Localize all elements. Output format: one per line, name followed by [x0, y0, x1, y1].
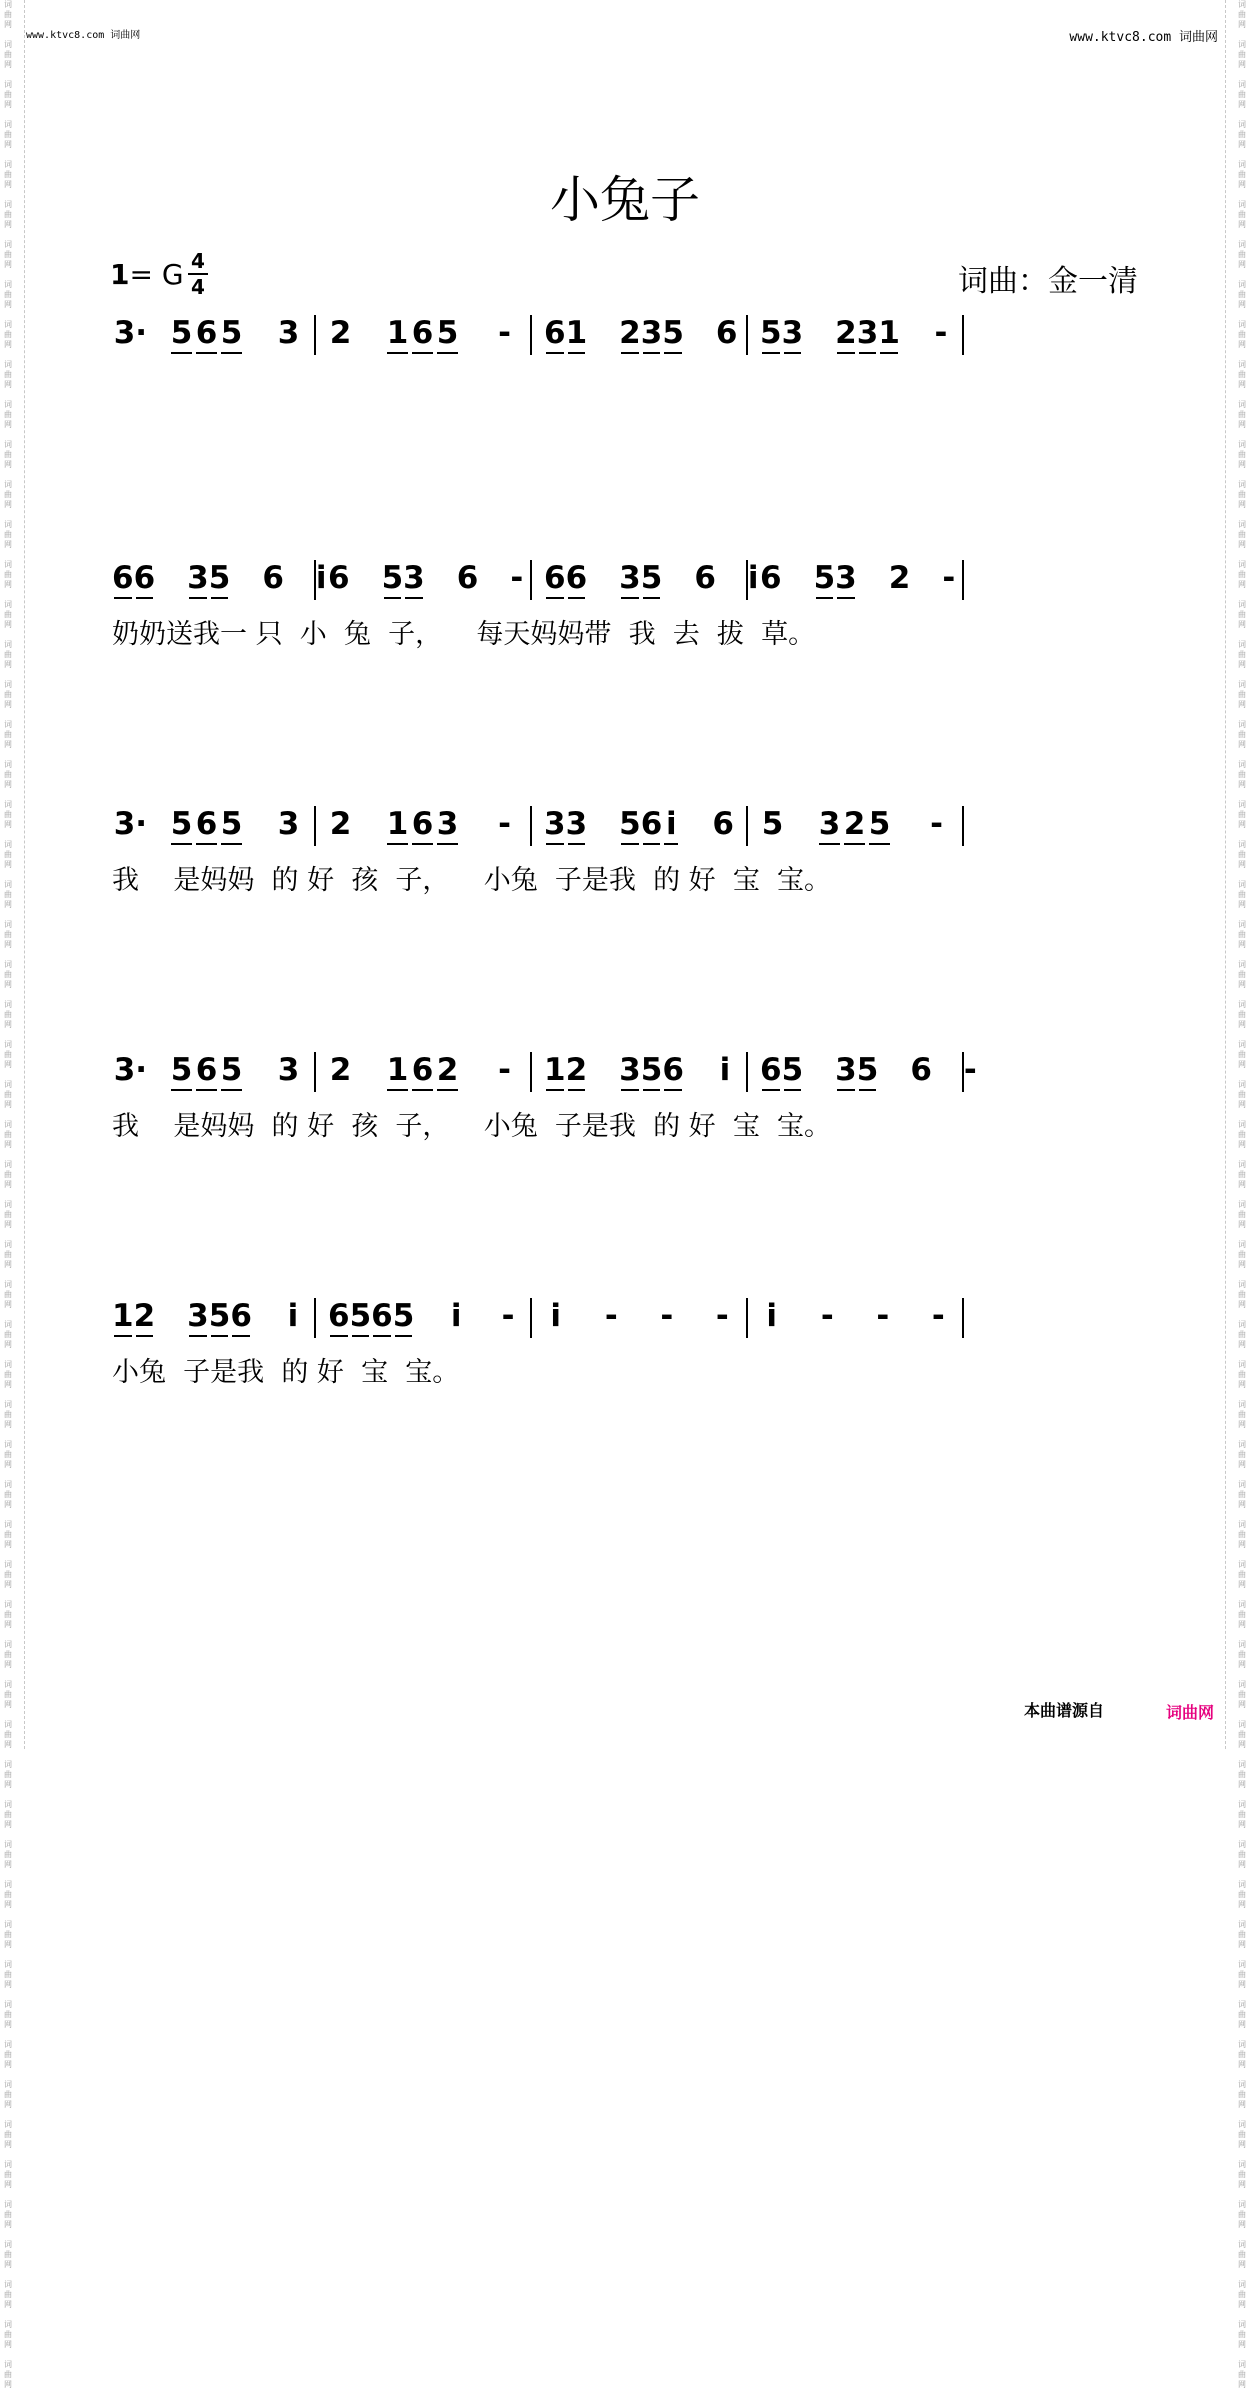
- measure: [328, 806, 518, 842]
- site-url-right[interactable]: www.ktvc8.com 词曲网: [1069, 30, 1218, 45]
- note: -: [498, 806, 511, 842]
- barline: [314, 806, 316, 846]
- note: i: [315, 560, 327, 596]
- note: 1: [112, 1298, 134, 1334]
- measure: [328, 1298, 518, 1334]
- note: 1: [565, 315, 588, 351]
- measure: [112, 806, 302, 842]
- note: -: [934, 315, 948, 351]
- note: 2: [133, 1298, 156, 1334]
- measure: [328, 1052, 518, 1088]
- note: 6: [910, 1052, 932, 1088]
- note: 2: [329, 806, 352, 842]
- measure: [544, 560, 759, 596]
- note: 6: [133, 560, 156, 596]
- key-number: 1: [110, 258, 130, 291]
- note: 3: [619, 1052, 641, 1088]
- barline: [746, 315, 748, 355]
- note: 5: [208, 560, 231, 596]
- note: -: [963, 1052, 977, 1088]
- barline: [530, 1052, 532, 1092]
- note: i: [662, 806, 680, 842]
- note: 6: [760, 1052, 782, 1088]
- note: 3: [544, 806, 566, 842]
- note: 3: [403, 560, 425, 596]
- note: 5: [381, 560, 404, 596]
- barline: [746, 1298, 748, 1338]
- notation-row-5: [112, 1298, 1142, 1338]
- note: 6: [230, 1298, 252, 1334]
- notation-row-2: [112, 560, 1142, 600]
- barline: [962, 1298, 964, 1338]
- barline: [314, 315, 316, 355]
- note: 3: [187, 1298, 209, 1334]
- note: 5: [619, 806, 641, 842]
- barline: [962, 315, 964, 355]
- notation-row-4: [112, 1052, 1142, 1092]
- lyrics-row-3: 我 是妈妈 的 好 孩 子， 小兔 子是我 的 好 宝 宝。: [112, 865, 831, 896]
- composer-credit: 词曲：金一清: [958, 264, 1138, 299]
- measure: [760, 315, 950, 351]
- note: 6: [662, 1052, 684, 1088]
- note: 3: [619, 560, 641, 596]
- measure: [760, 1298, 950, 1334]
- note: 5: [781, 1052, 804, 1088]
- note: 6: [112, 560, 134, 596]
- note: 5: [170, 1052, 193, 1088]
- barline: [314, 1298, 316, 1338]
- note: 3: [277, 1052, 300, 1088]
- footer-brand-link[interactable]: 词曲网: [1165, 1703, 1214, 1722]
- barline: [962, 806, 964, 846]
- note: -: [660, 1298, 674, 1334]
- time-signature-top: 4: [191, 249, 205, 273]
- note: 1: [386, 315, 409, 351]
- note: 6: [195, 1052, 218, 1088]
- time-signature-bottom: 4: [191, 275, 205, 299]
- note: 5: [760, 315, 782, 351]
- measure: [112, 315, 302, 351]
- note: 6: [411, 1052, 434, 1088]
- barline: [314, 1052, 316, 1092]
- note: i: [450, 1298, 462, 1334]
- note: 6: [411, 315, 434, 351]
- note: 5: [761, 806, 784, 842]
- measure: [544, 806, 734, 842]
- note: 1: [544, 1052, 566, 1088]
- barline: [530, 560, 532, 600]
- note: -: [876, 1298, 890, 1334]
- notation-row-1: [112, 315, 1142, 355]
- note: 6: [195, 806, 218, 842]
- note: 3: [277, 806, 300, 842]
- note: i: [719, 1052, 731, 1088]
- measure: [544, 1052, 734, 1088]
- lyrics-row-4: 我 是妈妈 的 好 孩 子， 小兔 子是我 的 好 宝 宝。: [112, 1111, 831, 1142]
- note: 5: [868, 806, 891, 842]
- barline: [962, 560, 964, 600]
- measure: [544, 1298, 734, 1334]
- note: 6: [544, 315, 566, 351]
- note: 3: [781, 315, 804, 351]
- note: 6: [760, 560, 782, 596]
- note: 2: [888, 560, 911, 596]
- footer-source-label: 本曲谱源自: [1023, 1701, 1104, 1720]
- left-watermark-strip: 词 曲 网 词 曲 网 词 曲 网 词 曲 网 词 曲 网 词 曲 网 词 曲 网 词 曲 网 词 曲 网 词 曲 网 词 曲 网 词 曲 网 词 曲 网 词 曲 网 词 曲 网 词 曲 网 词 曲 网 词 曲 网 词 曲 网 词 曲 网 词 曲 网 词 曲 网 词 曲 网 词 曲 网 词 曲 网 词 曲 网 词 曲 网 词 曲 网 词 曲 网 词 曲 网 词 曲 网 词 曲 网 词 曲 网 词 曲 网 词 曲 网 词 曲 网 词 曲 网 词 曲 网 词 曲 网 词 曲 网 词 曲 网 词 曲 网 词 曲 网 词 曲 网 词 曲 网 词 曲 网 词 曲 网 词 曲 网 词 曲 网 词 曲 网 词 曲 网 词 曲 网 词 曲 网 词 曲 网 词 曲 网 词 曲 网 词 曲 网 词 曲 网 词 曲 网 词 曲 网: [4, 0, 12, 2389]
- note: 3 ·: [112, 315, 137, 351]
- note: 3: [565, 806, 588, 842]
- note: i: [747, 560, 759, 596]
- barline: [746, 806, 748, 846]
- note: 5: [640, 1052, 663, 1088]
- note: i: [287, 1298, 299, 1334]
- barline: [530, 315, 532, 355]
- note: -: [930, 806, 943, 842]
- note: 5: [220, 1052, 243, 1088]
- note: 3: [818, 806, 841, 842]
- note: 5: [662, 315, 684, 351]
- note: 5: [856, 1052, 879, 1088]
- note: 2: [843, 806, 866, 842]
- note: 6: [640, 806, 663, 842]
- left-dashed-border: [24, 0, 25, 1749]
- note: -: [501, 1298, 515, 1334]
- barline: [530, 1298, 532, 1338]
- note: 3: [277, 315, 300, 351]
- measure: [760, 806, 950, 842]
- song-title: 小兔子: [550, 171, 700, 229]
- time-signature: [188, 250, 208, 298]
- note: 6: [715, 315, 738, 351]
- measure: [112, 560, 327, 596]
- note: 2: [329, 315, 352, 351]
- note: 3: [640, 315, 663, 351]
- note: 5: [208, 1298, 231, 1334]
- note: 1: [386, 806, 409, 842]
- measure: [328, 315, 518, 351]
- note: 5: [392, 1298, 415, 1334]
- note: 2: [329, 1052, 352, 1088]
- note: 3: [856, 315, 879, 351]
- note: 6: [544, 560, 566, 596]
- note: 3 ·: [112, 1052, 137, 1088]
- measure: [760, 560, 956, 596]
- notation-row-3: [112, 806, 1142, 846]
- note: 3: [436, 806, 459, 842]
- note: 5: [813, 560, 836, 596]
- note: 3: [835, 1052, 857, 1088]
- note: 2: [436, 1052, 459, 1088]
- note: 3: [187, 560, 209, 596]
- lyrics-row-5: 小兔 子是我 的 好 宝 宝。: [112, 1357, 460, 1388]
- note: 5: [220, 806, 243, 842]
- note: 5: [170, 806, 193, 842]
- measure: [760, 1052, 977, 1088]
- note: 6: [195, 315, 218, 351]
- site-url-left[interactable]: www.ktvc8.com 词曲网: [26, 30, 141, 41]
- measure: [112, 1052, 302, 1088]
- key-equals: = G: [129, 258, 184, 291]
- note: 6: [371, 1298, 393, 1334]
- note: 1: [878, 315, 900, 351]
- note: 5: [436, 315, 459, 351]
- right-dashed-border: [1225, 0, 1226, 1749]
- note: 2: [619, 315, 641, 351]
- barline: [746, 1052, 748, 1092]
- measure: [328, 560, 524, 596]
- lyrics-row-2: 奶奶送我一 只 小 兔 子， 每天妈妈带 我 去 拔 草。: [112, 619, 816, 650]
- measure: [112, 1298, 302, 1334]
- note: -: [498, 1052, 511, 1088]
- note: 1: [386, 1052, 409, 1088]
- note: 6: [712, 806, 734, 842]
- note: -: [820, 1298, 834, 1334]
- note: i: [766, 1298, 778, 1334]
- barline: [530, 806, 532, 846]
- note: -: [942, 560, 956, 596]
- note: -: [498, 315, 511, 351]
- note: 6: [411, 806, 434, 842]
- note: 5: [349, 1298, 372, 1334]
- right-watermark-strip: 词 曲 网 词 曲 网 词 曲 网 词 曲 网 词 曲 网 词 曲 网 词 曲 网 词 曲 网 词 曲 网 词 曲 网 词 曲 网 词 曲 网 词 曲 网 词 曲 网 词 曲 网 词 曲 网 词 曲 网 词 曲 网 词 曲 网 词 曲 网 词 曲 网 词 曲 网 词 曲 网 词 曲 网 词 曲 网 词 曲 网 词 曲 网 词 曲 网 词 曲 网 词 曲 网 词 曲 网 词 曲 网 词 曲 网 词 曲 网 词 曲 网 词 曲 网 词 曲 网 词 曲 网 词 曲 网 词 曲 网 词 曲 网 词 曲 网 词 曲 网 词 曲 网 词 曲 网 词 曲 网 词 曲 网 词 曲 网 词 曲 网 词 曲 网 词 曲 网 词 曲 网 词 曲 网 词 曲 网 词 曲 网 词 曲 网 词 曲 网 词 曲 网 词 曲 网 词 曲 网: [1238, 0, 1246, 2389]
- note: 6: [262, 560, 284, 596]
- key-signature: [110, 258, 184, 291]
- note: 3 ·: [112, 806, 137, 842]
- note: 5: [170, 315, 193, 351]
- note: 2: [565, 1052, 588, 1088]
- note: -: [510, 560, 524, 596]
- note: 6: [456, 560, 479, 596]
- note: -: [931, 1298, 945, 1334]
- note: 5: [640, 560, 663, 596]
- note: 6: [328, 560, 350, 596]
- note: -: [604, 1298, 618, 1334]
- note: 6: [328, 1298, 350, 1334]
- note: 2: [835, 315, 857, 351]
- note: 6: [694, 560, 716, 596]
- note: 6: [565, 560, 588, 596]
- note: i: [550, 1298, 562, 1334]
- note: 3: [835, 560, 857, 596]
- measure: [544, 315, 738, 351]
- note: -: [715, 1298, 729, 1334]
- note: 5: [220, 315, 243, 351]
